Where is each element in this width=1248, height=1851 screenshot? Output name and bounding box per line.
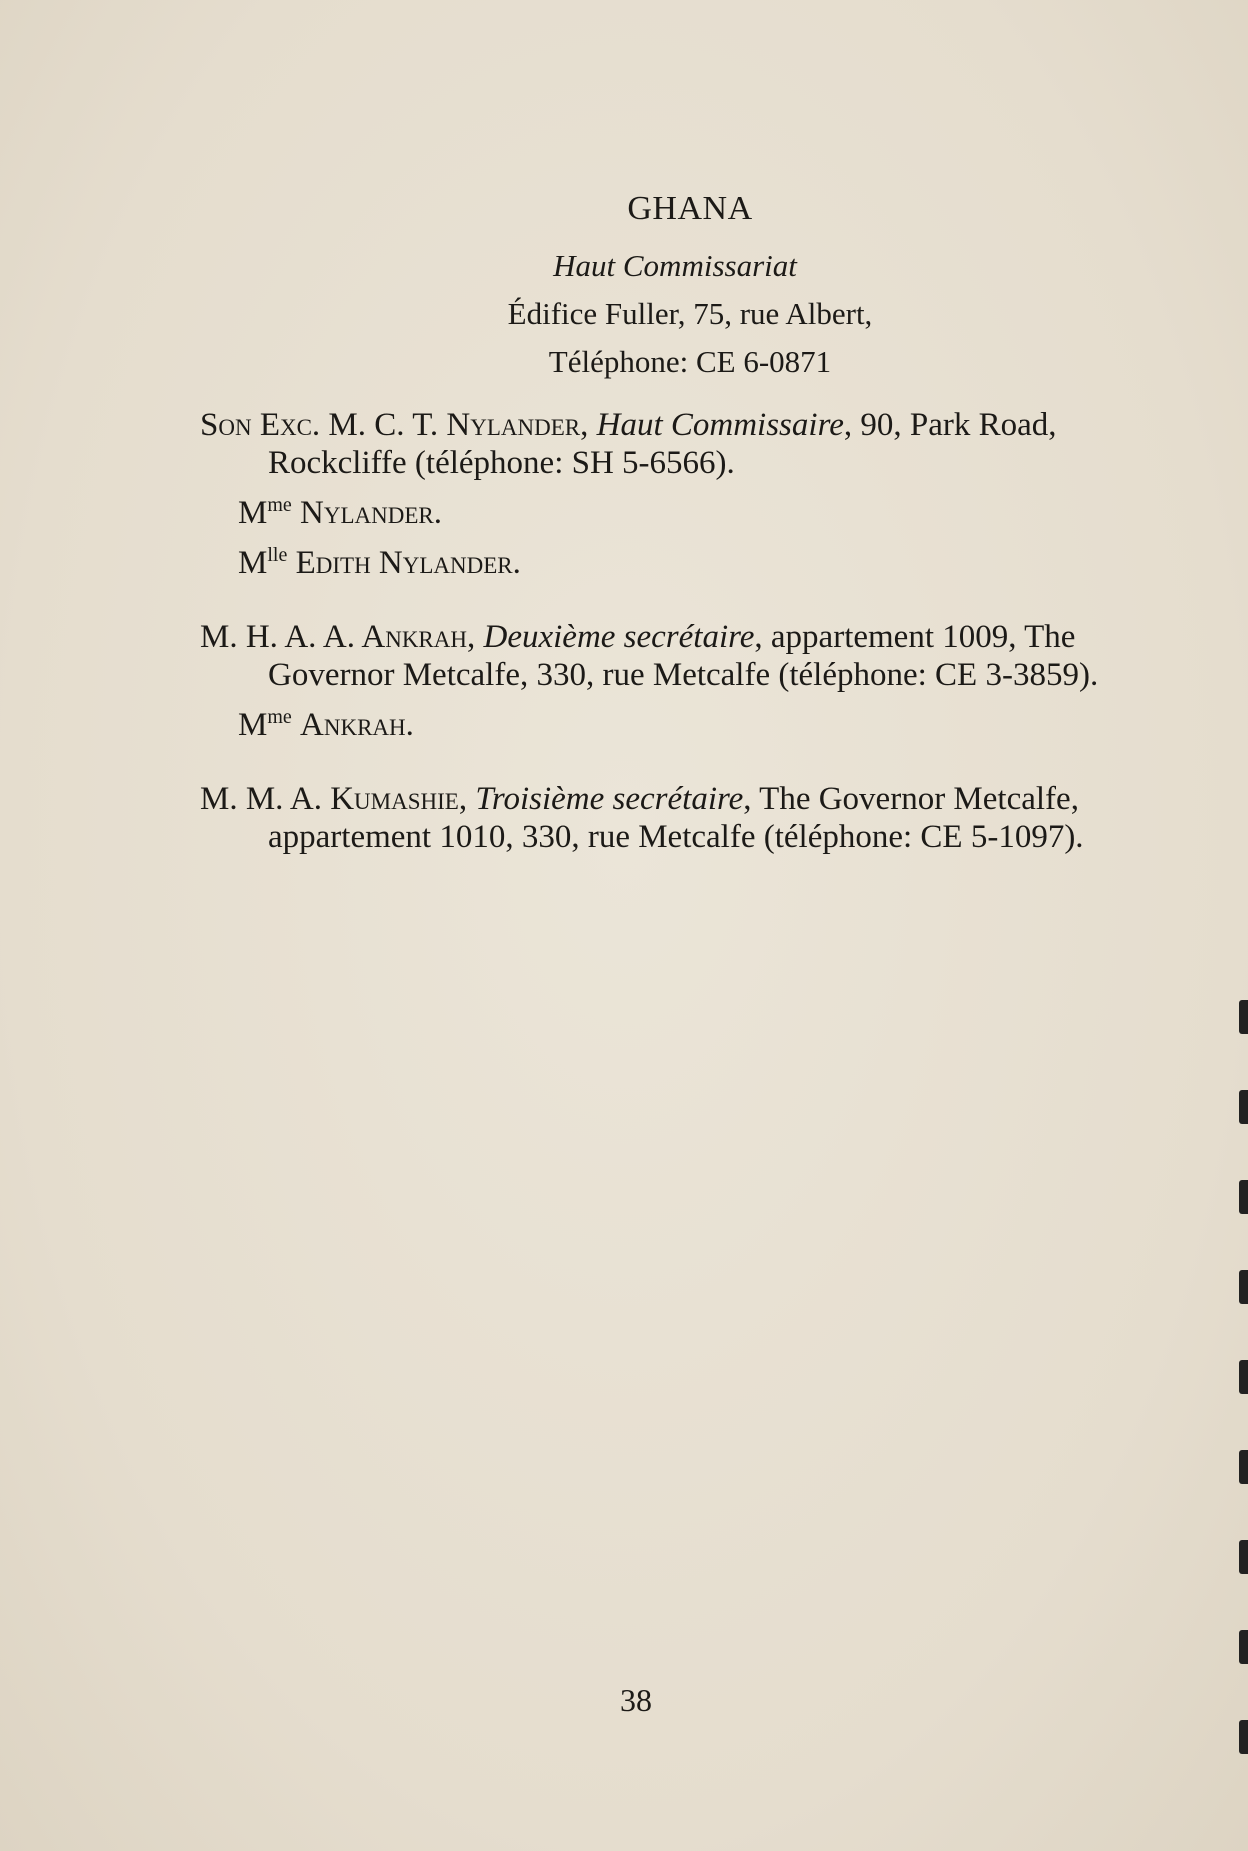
entry-spouse [200,698,1120,744]
binding-mark [1239,1180,1248,1214]
entry-main-line: M. H. A. A. Ankrah, Deuxième secrétaire, appartement 1009, The Governor Metcalfe, 330, rue Metcalfe (téléphone: CE 3-3859). [200,619,1099,693]
entry-surname: Kumashie [330,781,459,817]
binding-mark [1239,1360,1248,1394]
entry-main-line: Son Exc. M. C. T. Nylander, Haut Commissaire, 90, Park Road, Rockcliffe (téléphone: SH 5-6566). [200,407,1057,481]
entry-title: Troisième secrétaire [475,781,744,817]
page-content [200,190,1120,892]
entry-spouse [200,486,1120,532]
binding-mark [1239,1270,1248,1304]
spouse-honorific-sup: me [267,706,292,728]
binding-mark [1239,1540,1248,1574]
spouse-honorific-sup: me [267,494,292,516]
entry-prefix: M. M. A. [200,781,331,817]
spouse-name: Edith Nylander. [295,545,521,581]
spouse-honorific: M [238,545,268,581]
country-heading: GHANA [627,190,753,227]
entry-main-line: M. M. A. Kumashie, Troisième secrétaire, The Governor Metcalfe, appartement 1010, 330, rue Metcalfe (téléphone: CE 5-1097). [200,781,1084,855]
binding-mark [1239,1450,1248,1484]
entry-prefix: M. H. A. A. [200,619,362,655]
directory-entry [200,618,1120,744]
mission-telephone: Téléphone: CE 6-0871 [548,344,832,379]
directory-entry [200,406,1120,582]
binding-mark [1239,1630,1248,1664]
binding-mark [1239,1720,1248,1754]
entry-title: Haut Commissaire [596,407,844,443]
entry-title: Deuxième secrétaire [483,619,755,655]
page-number: 38 [620,1682,652,1718]
entry-details: , 90, Park Road, Rockcliffe (téléphone: SH 5-6566). [268,407,1057,481]
directory-entry [200,780,1120,856]
spouse-honorific: M [238,495,268,531]
spouse-honorific: M [238,707,268,743]
spouse-name: Nylander. [300,495,442,531]
entry-surname: Ankrah [361,619,467,655]
entry-spouse [200,536,1120,582]
entry-surname: Nylander [446,407,581,443]
binding-mark [1239,1000,1248,1034]
spouse-name: Ankrah. [300,707,414,743]
spouse-honorific-sup: lle [267,544,288,566]
entry-prefix: Son Exc. M. C. T. [200,407,447,443]
binding-mark [1239,1090,1248,1124]
mission-type: Haut Commissariat [553,248,797,283]
entry-details: , appartement 1009, The Governor Metcalfe, 330, rue Metcalfe (téléphone: CE 3-3859). [268,619,1099,693]
entry-details: , The Governor Metcalfe, appartement 1010, 330, rue Metcalfe (téléphone: CE 5-1097). [268,781,1084,855]
mission-address: Édifice Fuller, 75, rue Albert, [507,296,873,331]
